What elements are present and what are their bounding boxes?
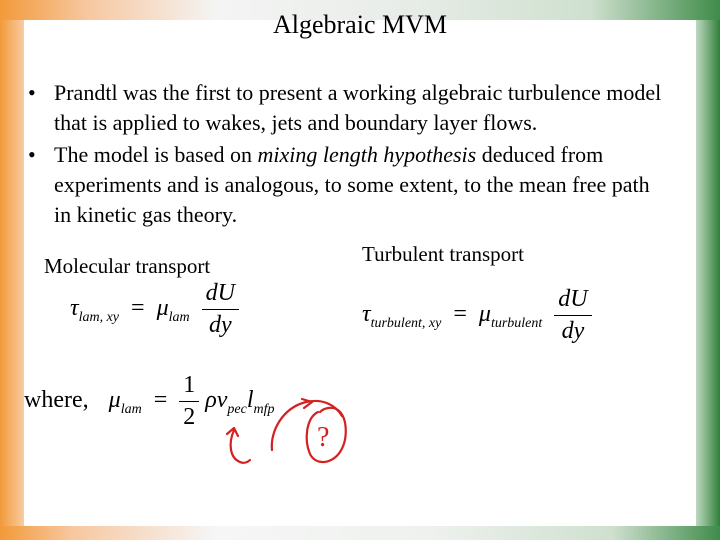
bullet-item [28, 140, 668, 230]
equals-sign: = [453, 301, 467, 328]
mu-symbol: μ [108, 387, 121, 414]
bullet-emphasis: mixing length hypothesis [257, 142, 477, 167]
fraction-numerator: 1 [183, 372, 196, 398]
tau-subscript: lam, xy [78, 310, 120, 326]
v-subscript: pec [227, 402, 247, 418]
turbulent-label: Turbulent transport [362, 242, 524, 266]
v-symbol: v [216, 387, 228, 414]
arrow-stroke-1 [231, 430, 250, 463]
derivative-fraction [554, 286, 591, 345]
mu-subscript: lam [120, 402, 142, 418]
equals-sign: = [131, 295, 145, 322]
mu-subscript: turbulent [490, 316, 543, 332]
mu-symbol: μ [478, 301, 491, 328]
molecular-label: Molecular transport [44, 254, 211, 278]
slide-title: Algebraic MVM [272, 10, 447, 39]
l-subscript: mfp [253, 402, 275, 418]
fraction-denominator: 2 [179, 401, 199, 431]
where-label: where, [24, 387, 89, 414]
handwritten-annotation [200, 396, 370, 486]
bullet-list [28, 78, 668, 232]
fraction-numerator: dU [205, 280, 235, 306]
tau-symbol: τ [362, 301, 371, 328]
tau-symbol: τ [70, 295, 79, 322]
fraction-numerator: dU [558, 286, 588, 312]
half-fraction [179, 372, 199, 431]
rho-symbol: ρ [205, 387, 217, 414]
mu-symbol: μ [156, 295, 169, 322]
bullet-dot: • [28, 142, 36, 167]
question-mark: ? [317, 422, 330, 453]
mu-subscript: lam [168, 310, 190, 326]
bullet-text-tail: deduced from experiments and is analogous, to some extent, to the mean free path in kinetic gas theory. [54, 142, 650, 227]
fraction-denominator: dy [202, 309, 239, 339]
bullet-text: The model is based on [54, 142, 258, 167]
bullet-dot: • [28, 80, 36, 105]
l-symbol: l [246, 387, 254, 414]
frame-bottom-band [0, 526, 720, 540]
molecular-equation [70, 280, 239, 339]
tau-subscript: turbulent, xy [370, 316, 442, 332]
fraction-denominator: dy [554, 315, 591, 345]
turbulent-equation [362, 286, 592, 345]
equals-sign: = [153, 387, 168, 414]
derivative-fraction [202, 280, 239, 339]
bullet-item [28, 78, 668, 138]
bullet-text: Prandtl was the first to present a working algebraic turbulence model that is applied to wakes, jets and boundary layer flows. [54, 80, 662, 135]
